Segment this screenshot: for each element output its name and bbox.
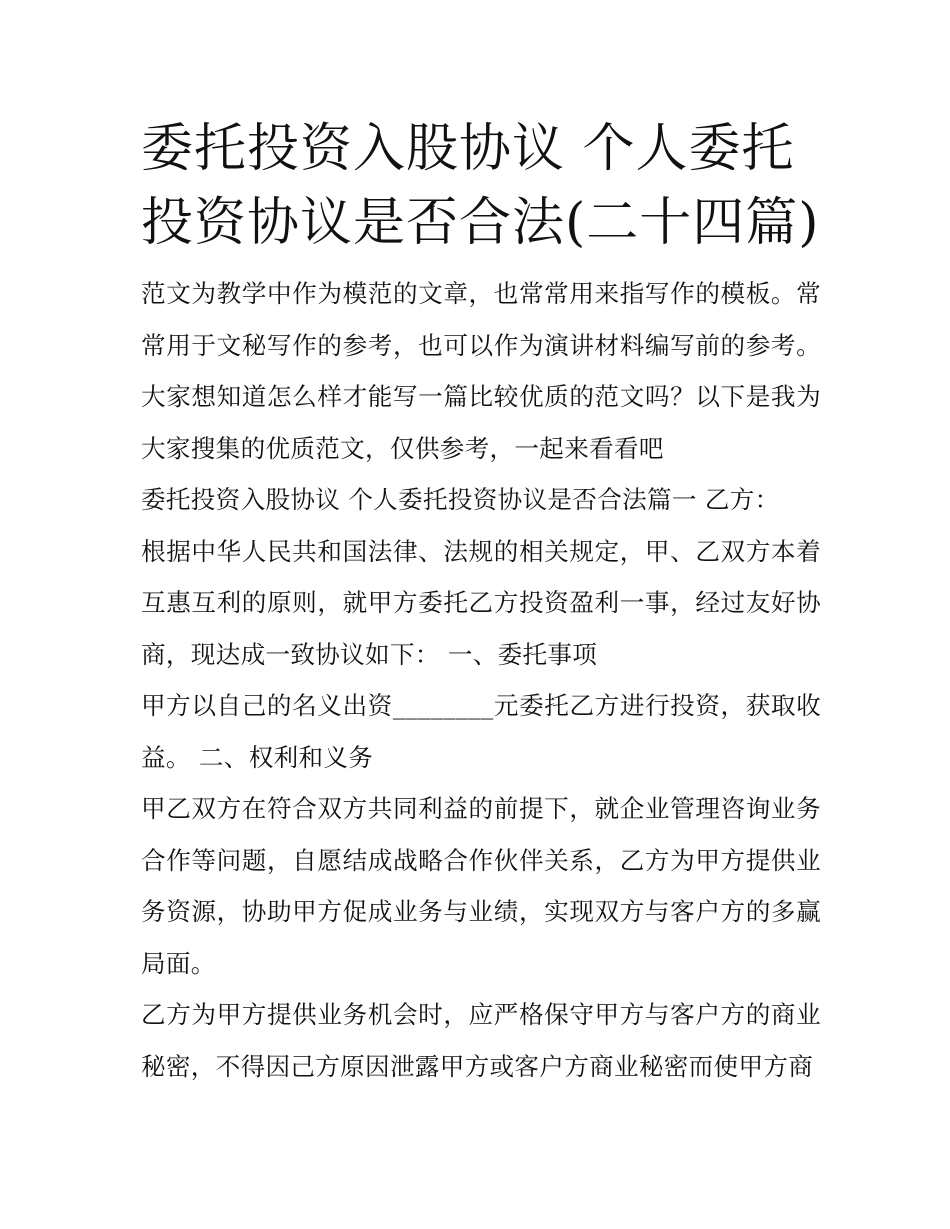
- agreement-preamble-paragraph: 根据中华人民共和国法律、法规的相关规定，甲、乙双方本着互惠互利的原则，就甲方委托乙方投资盈利一事，经过友好协商，现达成一致协议如下： 一、委托事项: [141, 536, 821, 669]
- cooperation-paragraph: 甲乙双方在符合双方共同利益的前提下，就企业管理咨询业务合作等问题，自愿结成战略合作伙伴关系，乙方为甲方提供业务资源，协助甲方促成业务与业绩，实现双方与客户方的多赢局面。: [141, 794, 821, 978]
- section-heading-paragraph: 委托投资入股协议 个人委托投资协议是否合法篇一 乙方：: [141, 485, 780, 514]
- intro-paragraph: 范文为教学中作为模范的文章，也常常用来指写作的模板。常常用于文秘写作的参考，也可以作为演讲材料编写前的参考。大家想知道怎么样才能写一篇比较优质的范文吗？以下是我为大家搜集的优质范文，仅供参考，一起来看看吧: [141, 279, 821, 463]
- document-title: 委托投资入股协议 个人委托投资协议是否合法(二十四篇): [141, 119, 820, 253]
- entrustment-paragraph: 甲方以自己的名义出资________元委托乙方进行投资，获取收益。 二、权利和义务: [141, 691, 821, 772]
- document-page: [141, 112, 821, 1092]
- document-body: [141, 268, 821, 1092]
- confidentiality-paragraph: 乙方为甲方提供业务机会时，应严格保守甲方与客户方的商业秘密，不得因己方原因泄露甲方或客户方商业秘密而使甲方商: [141, 1000, 821, 1081]
